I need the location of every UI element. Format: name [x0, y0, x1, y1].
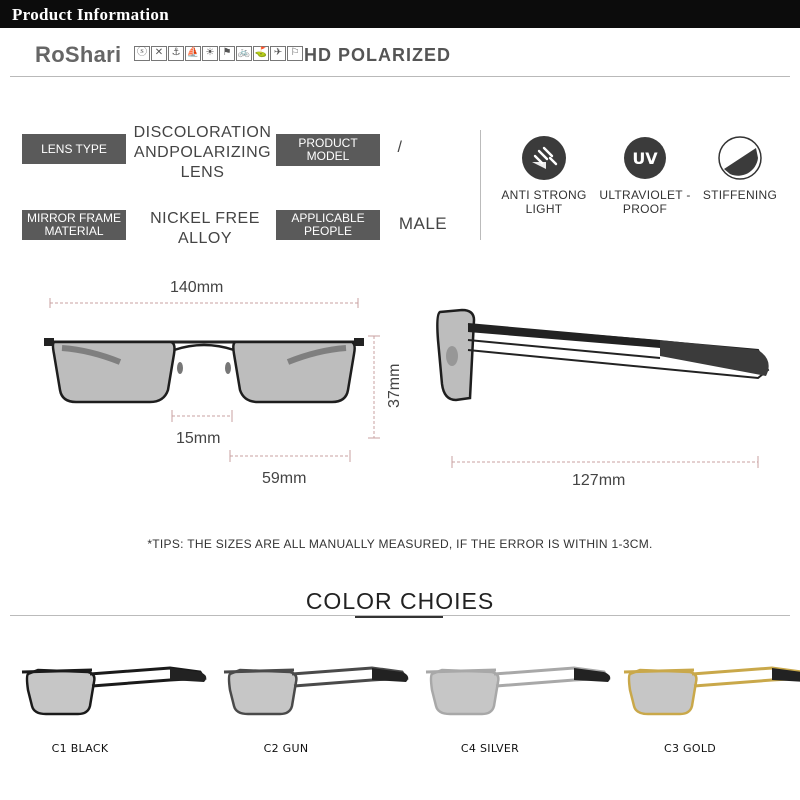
feature-anti-strong-light	[494, 136, 594, 216]
dimension-lens-width: 59mm	[262, 470, 307, 487]
brand-name: RoShari	[35, 42, 122, 67]
color-variants-row	[10, 650, 790, 730]
activity-icon: ✕	[151, 46, 167, 61]
variant-label-silver[interactable]: C4 SILVER	[460, 742, 520, 755]
svg-text:UV: UV	[632, 149, 658, 168]
dimension-temple-length: 127mm	[572, 472, 626, 489]
activity-icon: ⛵	[185, 46, 201, 61]
title-underline	[355, 616, 443, 618]
feature-name: STIFFENING	[702, 188, 778, 202]
spec-value-lens-type: DISCOLORATION ANDPOLARIZING LENS	[133, 124, 272, 181]
vertical-divider	[480, 130, 481, 240]
activity-icon: ⚓	[168, 46, 184, 61]
dimension-lens-height: 37mm	[386, 363, 403, 408]
dimension-total-width: 140mm	[170, 279, 224, 296]
dimension-bridge: 15mm	[176, 430, 221, 447]
variant-glasses-4[interactable]	[624, 668, 800, 714]
feature-stiffening	[690, 136, 790, 202]
variant-glasses-1[interactable]	[22, 668, 206, 714]
variant-glasses-3[interactable]	[426, 668, 610, 714]
color-section-title: COLOR CHOIES	[305, 588, 495, 614]
activity-icon: ✈	[270, 46, 286, 61]
variant-label-gold[interactable]: C3 GOLD	[663, 742, 717, 755]
spec-label-product-model: PRODUCT MODEL	[276, 134, 380, 166]
stiffening-icon	[718, 136, 762, 180]
brand-tagline: HD POLARIZED	[304, 45, 451, 65]
spec-label-lens-type: LENS TYPE	[22, 134, 126, 164]
spec-label-applicable-people: APPLICABLE PEOPLE	[276, 210, 380, 240]
activity-icon: ⚑	[219, 46, 235, 61]
variant-label-gun[interactable]: C2 GUN	[263, 742, 309, 755]
variant-glasses-2[interactable]	[224, 668, 408, 714]
spec-value-frame-material: NICKEL FREE ALLOY	[150, 210, 260, 247]
glasses-side-view	[428, 300, 768, 490]
activity-icon: ⓢ	[134, 46, 150, 61]
uv-icon	[623, 136, 667, 180]
variant-label-black[interactable]: C1 BLACK	[51, 742, 109, 755]
activity-icon: 🚲	[236, 46, 252, 61]
header-bar	[0, 0, 800, 28]
light-beam-icon	[522, 136, 566, 180]
spec-value-applicable-people: MALE	[398, 214, 448, 233]
feature-name: ANTI STRONG LIGHT	[501, 188, 587, 216]
activity-icon: ☀	[202, 46, 218, 61]
activity-icons	[134, 46, 303, 61]
divider	[10, 76, 790, 77]
brand-row	[0, 38, 800, 72]
feature-ultraviolet-proof	[595, 136, 695, 216]
activity-icon: ⚐	[287, 46, 303, 61]
measurement-tips: *TIPS: THE SIZES ARE ALL MANUALLY MEASURED, IF THE ERROR IS WITHIN 1-3CM.	[147, 537, 653, 551]
feature-name: ULTRAVIOLET -PROOF	[599, 188, 691, 216]
activity-icon: ⛳	[253, 46, 269, 61]
spec-label-frame-material: MIRROR FRAME MATERIAL	[22, 210, 126, 240]
spec-value-product-model: /	[397, 139, 403, 156]
header-title: Product Information	[12, 5, 169, 24]
